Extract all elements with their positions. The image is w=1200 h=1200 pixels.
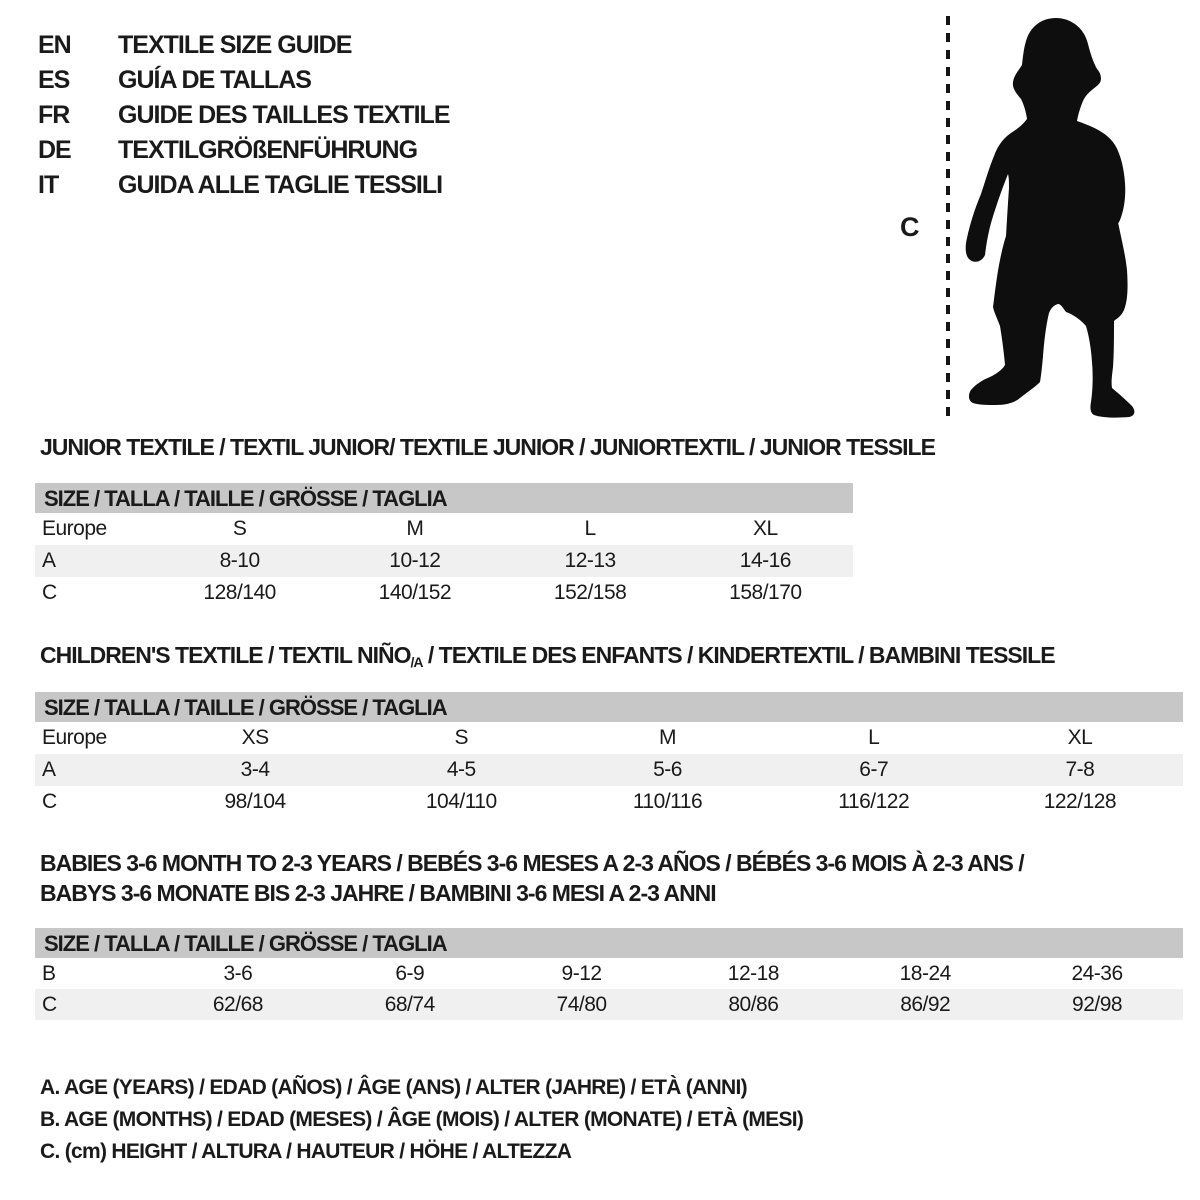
language-code: IT: [38, 171, 59, 199]
row-label: Europe: [42, 726, 107, 749]
legend-line-c: C. (cm) HEIGHT / ALTURA / HAUTEUR / HÖHE / ALTEZZA: [40, 1140, 572, 1163]
row-label: A: [42, 549, 56, 572]
size-cell: L: [868, 726, 880, 749]
size-cell: 6-9: [395, 961, 425, 985]
size-table-header: SIZE / TALLA / TAILLE / GRÖSSE / TAGLIA: [35, 928, 1183, 958]
size-cell: 3-4: [240, 758, 270, 781]
table-row-europe: [35, 513, 853, 545]
size-cell: 74/80: [556, 992, 607, 1016]
toddler-silhouette-icon: [962, 12, 1148, 420]
size-cell: S: [232, 517, 247, 540]
size-cell: 116/122: [838, 790, 910, 813]
size-cell: 8-10: [219, 549, 260, 572]
size-cell: S: [454, 726, 469, 749]
size-cell: XL: [1067, 726, 1093, 749]
language-code: DE: [38, 136, 71, 164]
row-label: C: [42, 581, 57, 604]
size-cell: 128/140: [203, 581, 276, 604]
children-section-title: [40, 640, 1055, 677]
babies-title-line2: BABYS 3-6 MONATE BIS 2-3 JAHRE / BAMBINI 3-6 MESI A 2-3 ANNI: [40, 880, 716, 906]
language-title-list: [38, 28, 450, 203]
table-row-height: [35, 577, 853, 609]
junior-size-table: [35, 483, 853, 609]
size-cell: 18-24: [899, 961, 951, 985]
size-cell: 3-6: [223, 961, 253, 985]
language-row: [38, 133, 450, 168]
size-cell: 152/158: [553, 581, 627, 604]
size-cell: 12-13: [564, 549, 616, 572]
size-cell: 7-8: [1065, 758, 1095, 781]
table-row-age: [35, 754, 1183, 786]
size-cell: XS: [241, 726, 269, 749]
row-label: B: [42, 961, 56, 985]
legend-line-a: A. AGE (YEARS) / EDAD (AÑOS) / ÂGE (ANS) / ALTER (JAHRE) / ETÀ (ANNI): [40, 1076, 747, 1099]
size-cell: 5-6: [653, 758, 682, 781]
size-cell: 10-12: [389, 549, 441, 572]
row-label: A: [42, 758, 56, 781]
children-title-text: CHILDREN'S TEXTILE / TEXTIL NIÑO: [40, 642, 411, 668]
row-label: C: [42, 790, 57, 813]
language-row: [38, 168, 450, 203]
size-cell: 6-7: [859, 758, 889, 781]
children-title-subscript: /A: [410, 654, 423, 670]
language-title: TEXTILE SIZE GUIDE: [118, 31, 352, 59]
language-title: GUIDE DES TAILLES TEXTILE: [118, 101, 450, 129]
size-cell: XL: [753, 517, 778, 540]
size-table-header: SIZE / TALLA / TAILLE / GRÖSSE / TAGLIA: [35, 692, 1183, 722]
height-measure-dashed-line: [946, 16, 950, 416]
size-cell: 98/104: [224, 790, 286, 813]
size-cell: 4-5: [446, 758, 476, 781]
size-cell: 68/74: [384, 992, 435, 1016]
size-cell: 14-16: [739, 549, 791, 572]
size-cell: 122/128: [1043, 790, 1117, 813]
table-row-height: [35, 786, 1183, 818]
legend-line-b: B. AGE (MONTHS) / EDAD (MESES) / ÂGE (MOIS) / ALTER (MONATE) / ETÀ (MESI): [40, 1108, 804, 1131]
language-row: [38, 63, 450, 98]
babies-size-table: [35, 928, 1183, 1020]
row-label: Europe: [42, 517, 107, 540]
size-cell: 9-12: [561, 961, 602, 985]
size-cell: 140/152: [378, 581, 452, 604]
language-title: TEXTILGRÖßENFÜHRUNG: [118, 136, 418, 164]
size-table-header: SIZE / TALLA / TAILLE / GRÖSSE / TAGLIA: [35, 483, 853, 513]
size-cell: L: [584, 517, 596, 540]
size-cell: 86/92: [900, 992, 951, 1016]
language-code: EN: [38, 31, 71, 59]
language-row: [38, 98, 450, 133]
measurement-legend: [40, 1072, 803, 1168]
row-label: C: [42, 992, 57, 1016]
table-row-europe: [35, 722, 1183, 754]
size-cell: 80/86: [728, 992, 779, 1016]
size-cell: 158/170: [729, 581, 802, 604]
children-size-table: [35, 692, 1183, 818]
size-cell: M: [406, 517, 424, 540]
language-title: GUÍA DE TALLAS: [118, 66, 311, 94]
size-cell: 110/116: [632, 790, 703, 813]
size-cell: 62/68: [212, 992, 263, 1016]
language-title: GUIDA ALLE TAGLIE TESSILI: [118, 171, 443, 199]
size-cell: 92/98: [1072, 992, 1123, 1016]
size-cell: M: [659, 726, 676, 749]
size-cell: 12-18: [727, 961, 779, 985]
language-code: ES: [38, 66, 70, 94]
babies-section-title: [40, 848, 1024, 908]
language-row: [38, 28, 450, 63]
babies-title-line1: BABIES 3-6 MONTH TO 2-3 YEARS / BEBÉS 3-6 MESES A 2-3 AÑOS / BÉBÉS 3-6 MOIS À 2-3 ANS /: [40, 850, 1024, 876]
table-row-age: [35, 545, 853, 577]
size-cell: 24-36: [1071, 961, 1123, 985]
children-title-text: / TEXTILE DES ENFANTS / KINDERTEXTIL / BAMBINI TESSILE: [422, 642, 1055, 668]
table-row-height: [35, 989, 1183, 1020]
size-cell: 104/110: [425, 790, 497, 813]
junior-section-title: JUNIOR TEXTILE / TEXTIL JUNIOR/ TEXTILE JUNIOR / JUNIORTEXTIL / JUNIOR TESSILE: [40, 434, 935, 460]
language-code: FR: [38, 101, 70, 129]
table-row-age-months: [35, 958, 1183, 989]
measure-label-c: C: [900, 212, 920, 242]
